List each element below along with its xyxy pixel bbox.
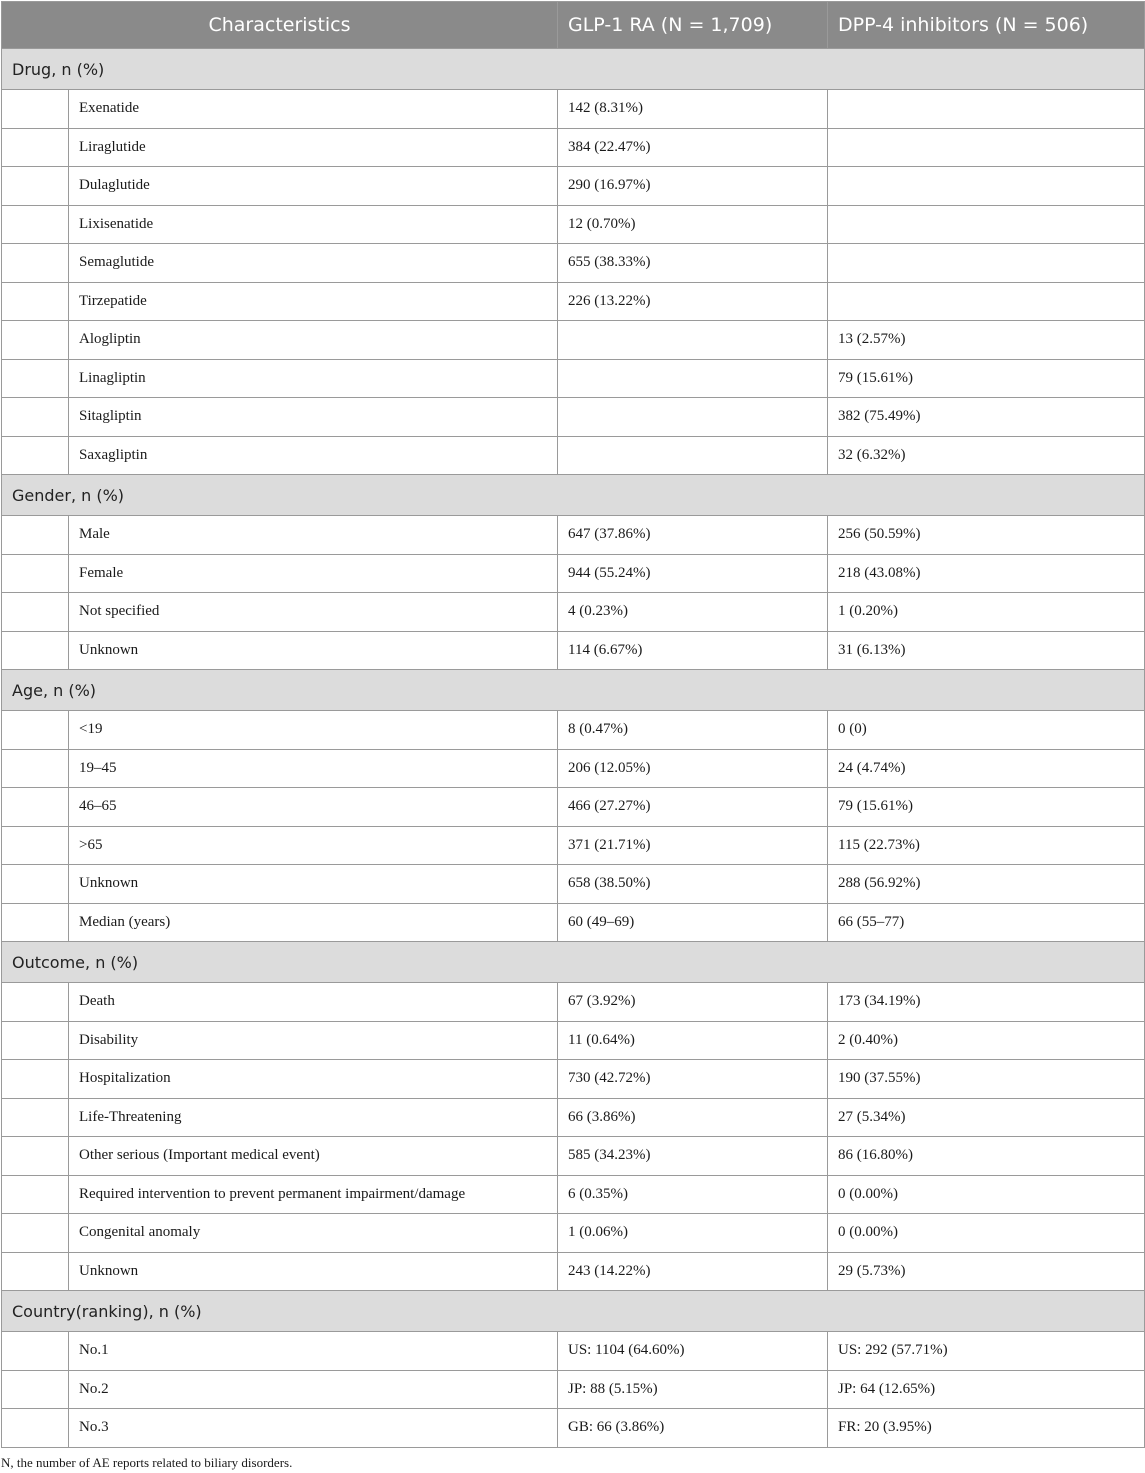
row-label: Dulaglutide (69, 167, 558, 206)
indent-cell (2, 1370, 69, 1409)
dpp4-value: 288 (56.92%) (828, 865, 1145, 904)
row-label: Liraglutide (69, 128, 558, 167)
row-label: Not specified (69, 593, 558, 632)
section-title: Age, n (%) (2, 670, 1145, 711)
dpp4-value: 382 (75.49%) (828, 398, 1145, 437)
indent-cell (2, 321, 69, 360)
section-header-row (2, 1291, 1145, 1332)
dpp4-value: 173 (34.19%) (828, 983, 1145, 1022)
indent-cell (2, 1060, 69, 1099)
row-label: Exenatide (69, 90, 558, 129)
row-label: Sitagliptin (69, 398, 558, 437)
table-row (2, 788, 1145, 827)
table-row (2, 826, 1145, 865)
row-label: Life-Threatening (69, 1098, 558, 1137)
dpp4-value (828, 244, 1145, 283)
dpp4-value (828, 167, 1145, 206)
row-label: Female (69, 554, 558, 593)
row-label: >65 (69, 826, 558, 865)
section-title: Gender, n (%) (2, 475, 1145, 516)
glp1-value: 6 (0.35%) (558, 1175, 828, 1214)
indent-cell (2, 205, 69, 244)
row-label: Unknown (69, 631, 558, 670)
header-dpp4: DPP-4 inhibitors (N = 506) (828, 2, 1145, 49)
glp1-value: 243 (14.22%) (558, 1252, 828, 1291)
dpp4-value: 190 (37.55%) (828, 1060, 1145, 1099)
indent-cell (2, 631, 69, 670)
row-label: Congenital anomaly (69, 1214, 558, 1253)
glp1-value: 384 (22.47%) (558, 128, 828, 167)
dpp4-value: 32 (6.32%) (828, 436, 1145, 475)
dpp4-value: 115 (22.73%) (828, 826, 1145, 865)
indent-cell (2, 983, 69, 1022)
dpp4-value: JP: 64 (12.65%) (828, 1370, 1145, 1409)
header-row (2, 2, 1145, 49)
glp1-value: 466 (27.27%) (558, 788, 828, 827)
glp1-value: 944 (55.24%) (558, 554, 828, 593)
glp1-value: 290 (16.97%) (558, 167, 828, 206)
table-row (2, 711, 1145, 750)
glp1-value: 585 (34.23%) (558, 1137, 828, 1176)
glp1-value: 730 (42.72%) (558, 1060, 828, 1099)
row-label: Required intervention to prevent permanent impairment/damage (69, 1175, 558, 1214)
glp1-value (558, 321, 828, 360)
row-label: Saxagliptin (69, 436, 558, 475)
glp1-value: 67 (3.92%) (558, 983, 828, 1022)
table-row (2, 167, 1145, 206)
dpp4-value (828, 282, 1145, 321)
dpp4-value: 0 (0) (828, 711, 1145, 750)
indent-cell (2, 359, 69, 398)
row-label: Hospitalization (69, 1060, 558, 1099)
indent-cell (2, 1409, 69, 1448)
glp1-value: 114 (6.67%) (558, 631, 828, 670)
table-row (2, 1252, 1145, 1291)
table-row (2, 90, 1145, 129)
indent-cell (2, 128, 69, 167)
section-title: Country(ranking), n (%) (2, 1291, 1145, 1332)
dpp4-value: 0 (0.00%) (828, 1214, 1145, 1253)
dpp4-value: 79 (15.61%) (828, 788, 1145, 827)
row-label: Semaglutide (69, 244, 558, 283)
indent-cell (2, 788, 69, 827)
table-row (2, 1021, 1145, 1060)
row-label: No.1 (69, 1332, 558, 1371)
glp1-value: 4 (0.23%) (558, 593, 828, 632)
glp1-value: 8 (0.47%) (558, 711, 828, 750)
indent-cell (2, 244, 69, 283)
indent-cell (2, 749, 69, 788)
table-row (2, 1137, 1145, 1176)
table-row (2, 749, 1145, 788)
glp1-value: GB: 66 (3.86%) (558, 1409, 828, 1448)
indent-cell (2, 282, 69, 321)
dpp4-value: 66 (55–77) (828, 903, 1145, 942)
table-row (2, 282, 1145, 321)
indent-cell (2, 1252, 69, 1291)
indent-cell (2, 593, 69, 632)
row-label: Lixisenatide (69, 205, 558, 244)
dpp4-value: US: 292 (57.71%) (828, 1332, 1145, 1371)
dpp4-value: 79 (15.61%) (828, 359, 1145, 398)
row-label: Disability (69, 1021, 558, 1060)
table-row (2, 128, 1145, 167)
section-header-row (2, 942, 1145, 983)
table-row (2, 983, 1145, 1022)
row-label: Alogliptin (69, 321, 558, 360)
dpp4-value (828, 205, 1145, 244)
table-row (2, 554, 1145, 593)
dpp4-value: 1 (0.20%) (828, 593, 1145, 632)
dpp4-value: 2 (0.40%) (828, 1021, 1145, 1060)
glp1-value: 647 (37.86%) (558, 516, 828, 555)
dpp4-value: 27 (5.34%) (828, 1098, 1145, 1137)
indent-cell (2, 903, 69, 942)
glp1-value (558, 436, 828, 475)
glp1-value: 371 (21.71%) (558, 826, 828, 865)
section-header-row (2, 670, 1145, 711)
row-label: No.3 (69, 1409, 558, 1448)
section-header-row (2, 49, 1145, 90)
row-label: 19–45 (69, 749, 558, 788)
glp1-value: 12 (0.70%) (558, 205, 828, 244)
glp1-value: 655 (38.33%) (558, 244, 828, 283)
indent-cell (2, 167, 69, 206)
glp1-value (558, 359, 828, 398)
glp1-value: 66 (3.86%) (558, 1098, 828, 1137)
dpp4-value: 256 (50.59%) (828, 516, 1145, 555)
row-label: <19 (69, 711, 558, 750)
dpp4-value: 218 (43.08%) (828, 554, 1145, 593)
dpp4-value (828, 90, 1145, 129)
table-row (2, 865, 1145, 904)
table-header (2, 2, 1145, 49)
table-row (2, 1060, 1145, 1099)
indent-cell (2, 1098, 69, 1137)
table-row (2, 1332, 1145, 1371)
indent-cell (2, 436, 69, 475)
row-label: No.2 (69, 1370, 558, 1409)
indent-cell (2, 865, 69, 904)
characteristics-table (1, 1, 1145, 1448)
dpp4-value: 13 (2.57%) (828, 321, 1145, 360)
row-label: Linagliptin (69, 359, 558, 398)
dpp4-value (828, 128, 1145, 167)
glp1-value (558, 398, 828, 437)
table-row (2, 321, 1145, 360)
glp1-value: 11 (0.64%) (558, 1021, 828, 1060)
table-row (2, 1409, 1145, 1448)
section-title: Outcome, n (%) (2, 942, 1145, 983)
row-label: Death (69, 983, 558, 1022)
table-body (2, 49, 1145, 1448)
indent-cell (2, 1021, 69, 1060)
indent-cell (2, 1214, 69, 1253)
table-row (2, 1098, 1145, 1137)
indent-cell (2, 554, 69, 593)
glp1-value: US: 1104 (64.60%) (558, 1332, 828, 1371)
header-glp1: GLP-1 RA (N = 1,709) (558, 2, 828, 49)
table-row (2, 398, 1145, 437)
section-header-row (2, 475, 1145, 516)
table-row (2, 436, 1145, 475)
table-row (2, 903, 1145, 942)
dpp4-value: 29 (5.73%) (828, 1252, 1145, 1291)
table-footnote: N, the number of AE reports related to biliary disorders. (1, 1455, 293, 1470)
table-row (2, 631, 1145, 670)
header-characteristics: Characteristics (2, 2, 558, 49)
glp1-value: 60 (49–69) (558, 903, 828, 942)
row-label: Male (69, 516, 558, 555)
row-label: Median (years) (69, 903, 558, 942)
row-label: 46–65 (69, 788, 558, 827)
table-row (2, 593, 1145, 632)
indent-cell (2, 90, 69, 129)
row-label: Other serious (Important medical event) (69, 1137, 558, 1176)
indent-cell (2, 1332, 69, 1371)
table-row (2, 1175, 1145, 1214)
indent-cell (2, 398, 69, 437)
indent-cell (2, 711, 69, 750)
dpp4-value: 31 (6.13%) (828, 631, 1145, 670)
indent-cell (2, 826, 69, 865)
glp1-value: 1 (0.06%) (558, 1214, 828, 1253)
table-row (2, 205, 1145, 244)
row-label: Tirzepatide (69, 282, 558, 321)
indent-cell (2, 1137, 69, 1176)
table-row (2, 516, 1145, 555)
glp1-value: 226 (13.22%) (558, 282, 828, 321)
row-label: Unknown (69, 865, 558, 904)
table-row (2, 1370, 1145, 1409)
indent-cell (2, 1175, 69, 1214)
dpp4-value: FR: 20 (3.95%) (828, 1409, 1145, 1448)
dpp4-value: 0 (0.00%) (828, 1175, 1145, 1214)
row-label: Unknown (69, 1252, 558, 1291)
glp1-value: 206 (12.05%) (558, 749, 828, 788)
table-row (2, 244, 1145, 283)
table-row (2, 1214, 1145, 1253)
indent-cell (2, 516, 69, 555)
dpp4-value: 24 (4.74%) (828, 749, 1145, 788)
glp1-value: 142 (8.31%) (558, 90, 828, 129)
dpp4-value: 86 (16.80%) (828, 1137, 1145, 1176)
table-row (2, 359, 1145, 398)
section-title: Drug, n (%) (2, 49, 1145, 90)
glp1-value: JP: 88 (5.15%) (558, 1370, 828, 1409)
glp1-value: 658 (38.50%) (558, 865, 828, 904)
